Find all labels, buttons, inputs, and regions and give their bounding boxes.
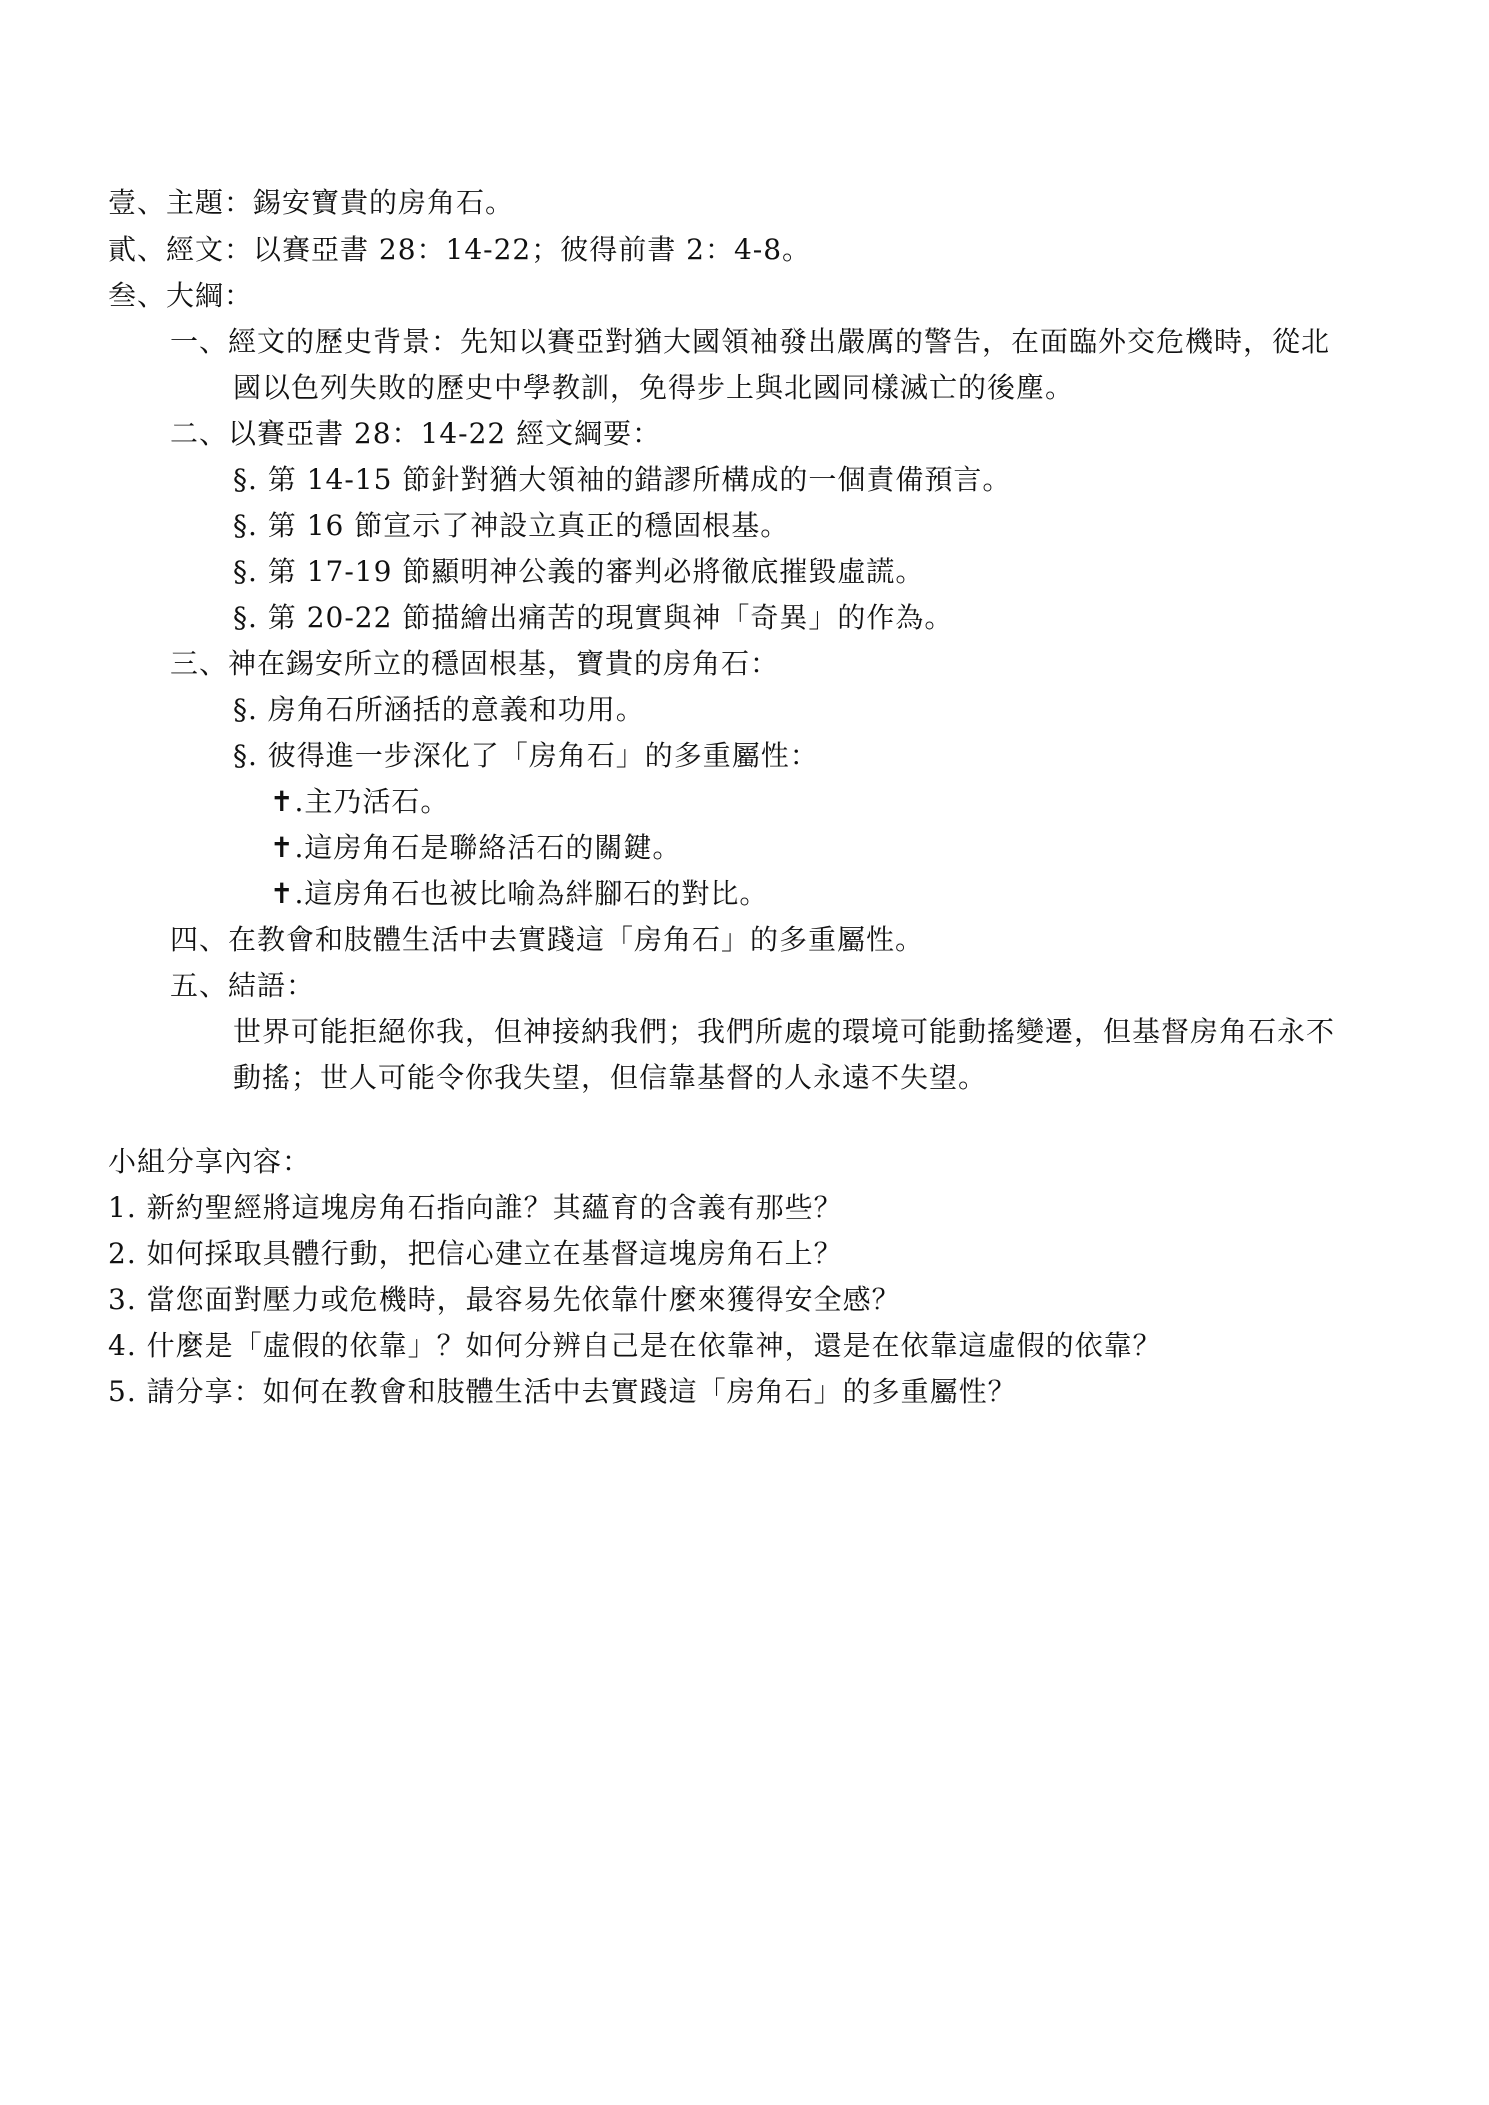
section2-heading: 二、以賽亞書 28：14-22 經文綱要： [170, 417, 662, 450]
section3-subitem: ✝.這房角石是聯絡活石的關鍵。 [270, 831, 682, 864]
section1-text-continued: 國以色列失敗的歷史中學教訓，免得步上與北國同樣滅亡的後塵。 [233, 371, 1075, 404]
section1-text: 一、經文的歷史背景：先知以賽亞對猶大國領袖發出嚴厲的警告，在面臨外交危機時，從北 [170, 325, 1331, 358]
section2-item: §. 第 14-15 節針對猶大領袖的錯謬所構成的一個責備預言。 [233, 463, 1012, 496]
discussion-heading: 小組分享內容： [108, 1145, 312, 1178]
discussion-question: 1. 新約聖經將這塊房角石指向誰？其蘊育的含義有那些？ [108, 1191, 843, 1224]
section2-item: §. 第 20-22 節描繪出痛苦的現實與神「奇異」的作為。 [233, 601, 954, 634]
conclusion-text-continued: 動搖；世人可能令你我失望，但信靠基督的人永遠不失望。 [233, 1061, 988, 1094]
section3-subitem: ✝.主乃活石。 [270, 785, 450, 818]
section2-item: §. 第 16 節宣示了神設立真正的穩固根基。 [233, 509, 790, 542]
discussion-question: 3. 當您面對壓力或危機時，最容易先依靠什麼來獲得安全感？ [108, 1283, 901, 1316]
section3-heading: 三、神在錫安所立的穩固根基，寶貴的房角石： [170, 647, 780, 680]
conclusion-text: 世界可能拒絕你我，但神接納我們；我們所處的環境可能動搖變遷，但基督房角石永不 [233, 1015, 1336, 1048]
discussion-question: 4. 什麼是「虛假的依靠」？如何分辨自己是在依靠神，還是在依靠這虛假的依靠？ [108, 1329, 1162, 1362]
outline-heading: 叁、大綱： [108, 279, 254, 312]
discussion-question: 5. 請分享：如何在教會和肢體生活中去實踐這「房角石」的多重屬性？ [108, 1375, 1017, 1408]
section4-text: 四、在教會和肢體生活中去實踐這「房角石」的多重屬性。 [170, 923, 925, 956]
theme-line: 壹、主題：錫安寶貴的房角石。 [108, 186, 515, 219]
section3-item: §. 房角石所涵括的意義和功用。 [233, 693, 645, 726]
section3-subitem: ✝.這房角石也被比喻為絆腳石的對比。 [270, 877, 769, 910]
section2-item: §. 第 17-19 節顯明神公義的審判必將徹底摧毀虛謊。 [233, 555, 925, 588]
section3-item: §. 彼得進一步深化了「房角石」的多重屬性： [233, 739, 819, 772]
section5-heading: 五、結語： [170, 969, 316, 1002]
scripture-line: 貳、經文：以賽亞書 28：14-22；彼得前書 2：4-8。 [108, 233, 812, 266]
discussion-question: 2. 如何採取具體行動，把信心建立在基督這塊房角石上？ [108, 1237, 843, 1270]
